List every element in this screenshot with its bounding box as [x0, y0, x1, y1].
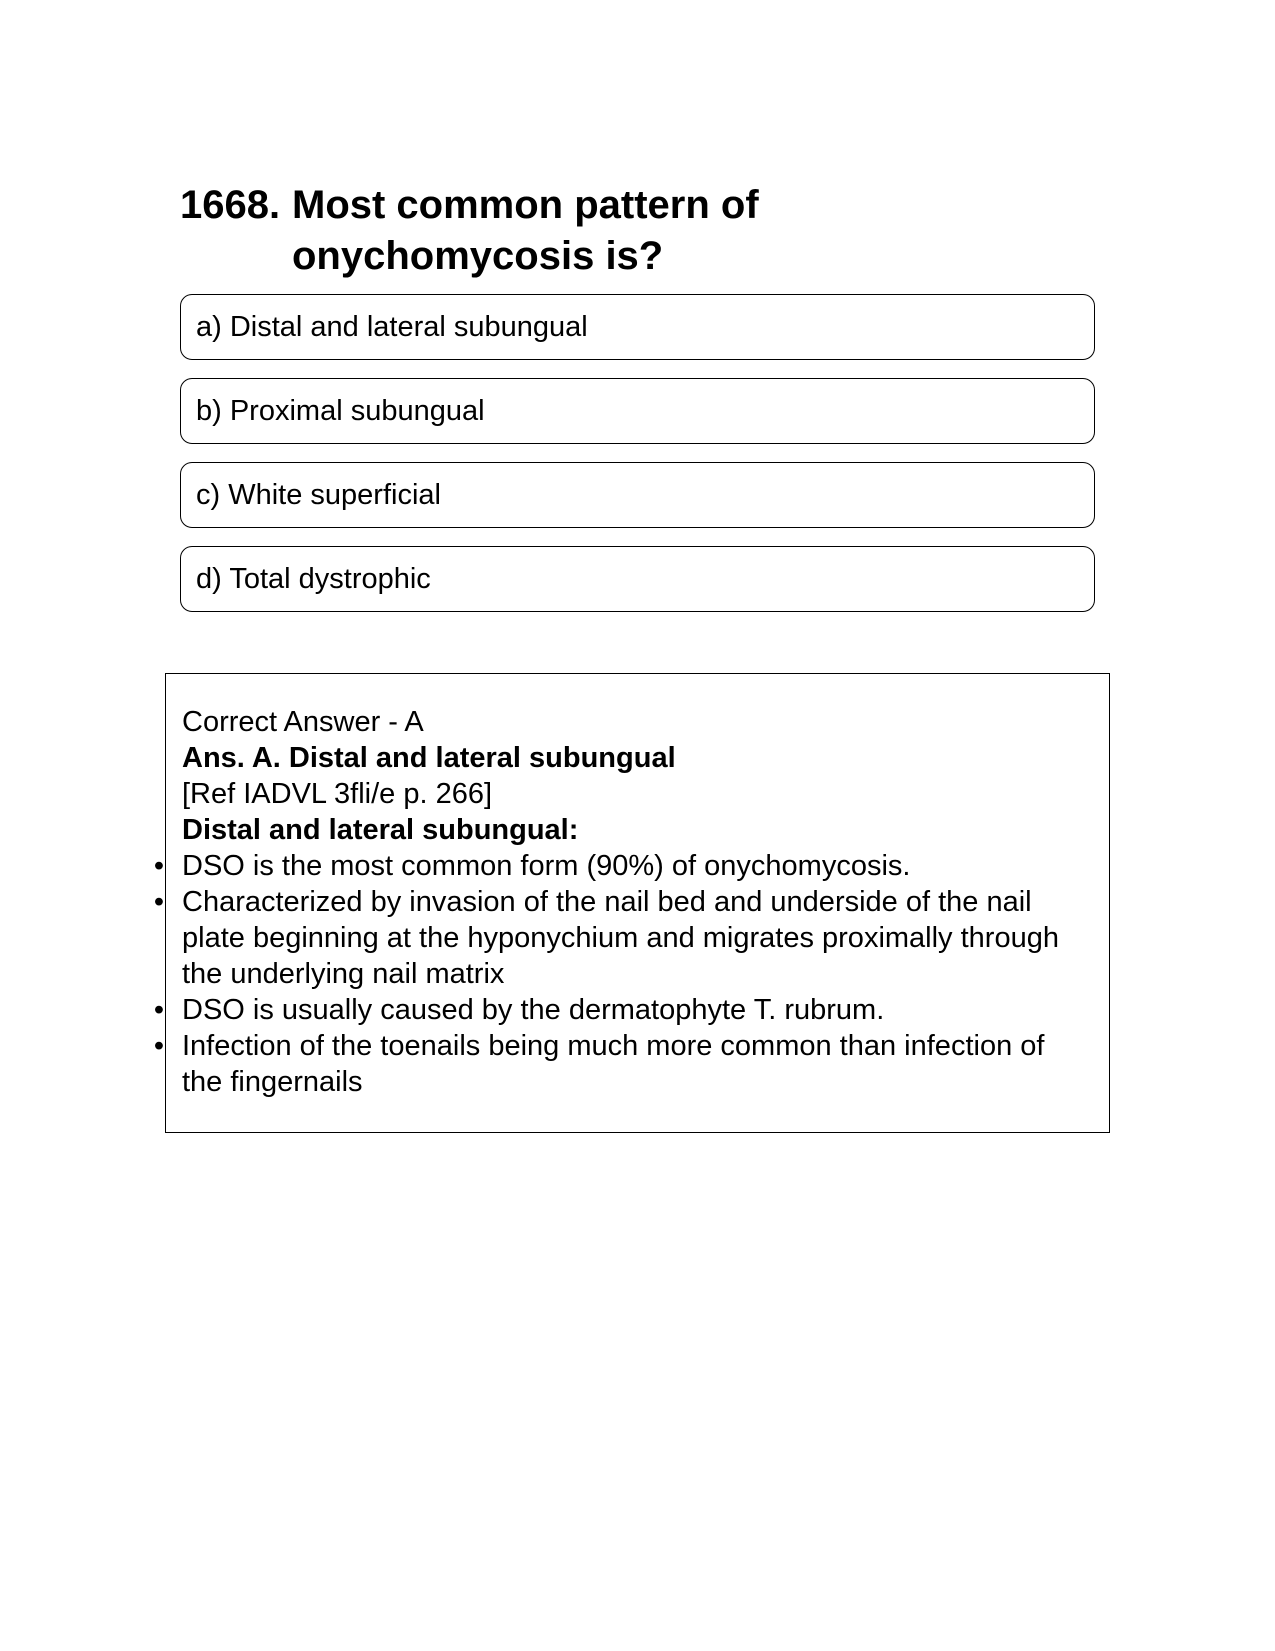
list-item — [153, 992, 1087, 1028]
answer-heading: Ans. A. Distal and lateral subungual — [182, 742, 676, 774]
bullet-icon: • — [153, 994, 165, 1026]
question-number: 1668. — [180, 183, 281, 227]
question-text: Most common pattern of onychomycosis is? — [292, 183, 759, 278]
option-b[interactable]: b) Proximal subungual — [180, 378, 1095, 444]
correct-answer-line: Correct Answer - A — [182, 706, 424, 738]
answer-explanation-box — [153, 673, 1110, 1133]
list-item-text: Infection of the toenails being much more common than infection of the fingernails — [182, 1030, 1045, 1098]
explanation-list — [153, 848, 1087, 1100]
bullet-icon: • — [153, 1030, 165, 1062]
bullet-icon: • — [153, 886, 165, 918]
list-item-text: Characterized by invasion of the nail bed and underside of the nail plate beginning at the hyponychium and migrates proximally through the underlying nail matrix — [182, 886, 1059, 990]
option-a[interactable]: a) Distal and lateral subungual — [180, 294, 1095, 360]
list-item — [153, 848, 1087, 884]
reference-line: [Ref IADVL 3fli/e p. 266] — [182, 778, 493, 810]
option-c[interactable]: c) White superficial — [180, 462, 1095, 528]
list-item — [153, 1028, 1087, 1100]
list-item-text: DSO is usually caused by the dermatophyte T. rubrum. — [182, 994, 885, 1026]
answer-content — [153, 704, 1087, 1100]
list-item — [153, 884, 1087, 992]
explanation-subheading: Distal and lateral subungual: — [182, 814, 579, 846]
list-item-text: DSO is the most common form (90%) of onychomycosis. — [182, 850, 911, 882]
option-d[interactable]: d) Total dystrophic — [180, 546, 1095, 612]
bullet-icon: • — [153, 850, 165, 882]
